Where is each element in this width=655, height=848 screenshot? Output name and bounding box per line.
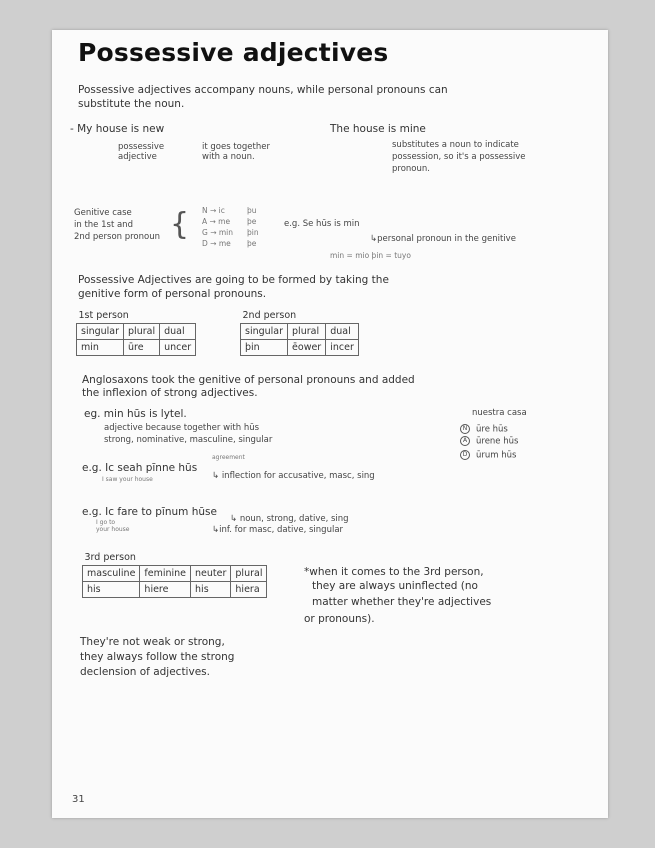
intro-line-1: Possessive adjectives accompany nouns, while personal pronouns can [78,84,448,96]
eg3-small-1: I go to [96,519,116,526]
case-circle: D [460,450,470,460]
eg2-agreement: agreement [212,454,245,461]
table-1st-person [76,308,196,356]
third-note-3: matter whether they're adjectives [312,596,492,608]
note-with-noun: with a noun. [202,152,255,162]
note-adjective: adjective [118,152,157,162]
example-sentence-pronoun: The house is mine [330,123,426,135]
eg1-note-1: adjective because together with hūs [104,423,260,433]
table-cell: þin [241,340,288,356]
case-row-n: N → ic [202,206,225,215]
case-circle: N [460,424,470,434]
case-row-d-2: þe [247,239,257,248]
genitive-example: e.g. Se hūs is min [284,219,360,229]
table-cell: his [83,582,140,598]
weak-note-2: they always follow the strong [80,651,235,663]
eg3-small-2: your house [96,526,130,533]
table-cell: hiera [231,582,267,598]
table-header: masculine [83,566,140,582]
formed-line-2: genitive form of personal pronouns. [78,288,267,300]
anglo-line-2: the inflexion of strong adjectives. [82,387,258,399]
table-cell: ūre [124,340,160,356]
case-row-g-2: þin [247,228,259,237]
third-note-2: they are always uninflected (no [312,580,478,592]
table-caption: 3rd person [83,550,267,566]
page-title: Possessive adjectives [78,38,389,67]
case-circle: A [460,436,470,446]
table-3rd-person [82,550,267,598]
table-header: plural [288,324,326,340]
side-row-d: D ūrum hūs [460,450,516,461]
table-cell: ēower [288,340,326,356]
weak-note-1: They're not weak or strong, [80,636,225,648]
eg1-sentence: eg. min hūs is lytel. [84,408,187,420]
anglo-line-1: Anglosaxons took the genitive of personal pronouns and added [82,374,415,386]
table-cell: hiere [140,582,191,598]
table-header: dual [326,324,359,340]
table-header: plural [124,324,160,340]
third-note-1: *when it comes to the 3rd person, [304,566,484,578]
genitive-glosses: min = mio þin = tuyo [330,251,411,260]
example-sentence-adjective: - My house is new [70,123,165,135]
table-header: singular [77,324,124,340]
case-row-d: D → me [202,239,231,248]
table-header: neuter [191,566,231,582]
case-row-a: A → me [202,217,231,226]
table-header: feminine [140,566,191,582]
case-row-a-2: þe [247,217,257,226]
note-substitutes-1: substitutes a noun to indicate [392,140,519,150]
eg1-note-2: strong, nominative, masculine, singular [104,435,273,445]
eg2-note: ↳ inflection for accusative, masc, sing [212,471,375,481]
notebook-page [52,30,608,818]
eg3-note-b: ↳inf. for masc, dative, singular [212,525,344,535]
table-cell: incer [326,340,359,356]
note-goes-together: it goes together [202,142,270,152]
third-note-4: or pronouns). [304,613,375,625]
genitive-label-3: 2nd person pronoun [74,232,160,242]
side-row-a: A ūrene hūs [460,436,518,447]
brace: { [170,207,190,242]
eg2-sentence: e.g. Ic seah pīnne hūs [82,462,198,474]
table-header: singular [241,324,288,340]
case-row-g: G → min [202,228,234,237]
genitive-note: ↳personal pronoun in the genitive [370,234,516,244]
table-header: dual [160,324,196,340]
eg2-small: I saw your house [102,476,153,483]
weak-note-3: declension of adjectives. [80,666,210,678]
page-number: 31 [72,794,85,805]
table-caption: 2nd person [241,308,359,324]
genitive-label-1: Genitive case [74,208,132,218]
note-possessive: possessive [118,142,165,152]
genitive-label-2: in the 1st and [74,220,133,230]
intro-line-2: substitute the noun. [78,98,185,110]
table-cell: min [77,340,124,356]
formed-line-1: Possessive Adjectives are going to be formed by taking the [78,274,389,286]
table-header: plural [231,566,267,582]
side-row-n: N ūre hūs [460,424,508,435]
note-substitutes-2: possession, so it's a possessive [392,152,526,162]
side-title: nuestra casa [472,408,527,418]
table-cell: uncer [160,340,196,356]
table-cell: his [191,582,231,598]
note-substitutes-3: pronoun. [392,164,430,174]
table-caption: 1st person [77,308,196,324]
eg3-note-a: ↳ noun, strong, dative, sing [230,514,349,524]
case-row-n-2: þu [247,206,257,215]
table-2nd-person [240,308,359,356]
eg3-sentence: e.g. Ic fare to pīnum hūse [82,506,217,518]
